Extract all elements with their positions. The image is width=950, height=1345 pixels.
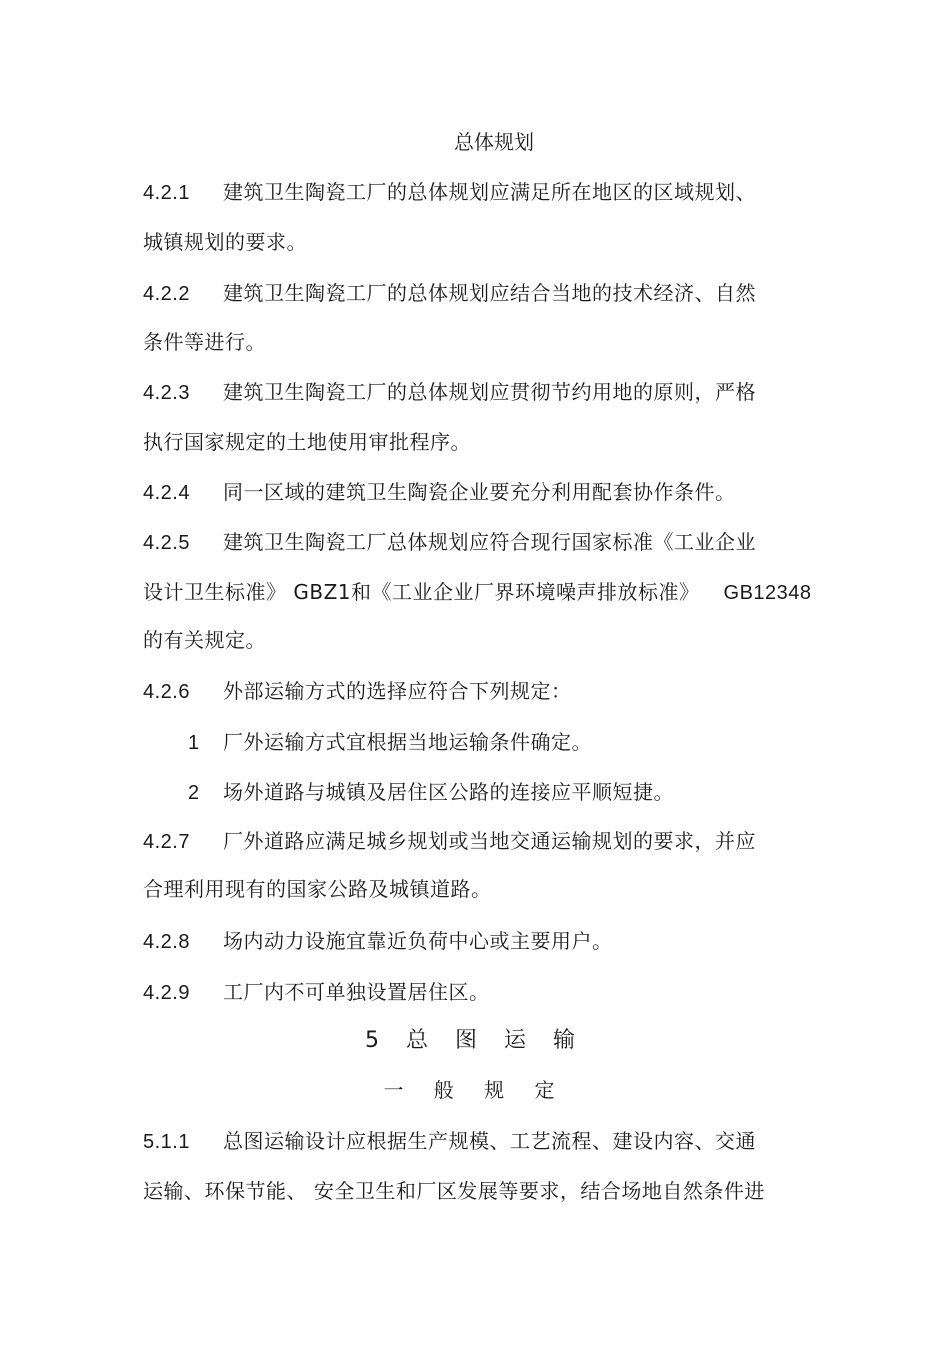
clause-number: 4.2.3 [143, 382, 190, 404]
clause-4-2-3-line1 [143, 379, 756, 406]
clause-4-2-2-line1 [143, 280, 756, 307]
clause-text: 工厂内不可单独设置居住区。 [223, 980, 490, 1004]
clause-4-2-3-line2: 执行国家规定的土地使用审批程序。 [143, 430, 471, 454]
clause-4-2-4-line1 [143, 479, 736, 506]
clause-text: 场内动力设施宜靠近负荷中心或主要用户。 [223, 929, 613, 953]
clause-4-2-6-item-1 [188, 729, 592, 756]
clause-4-2-7-line1 [143, 828, 756, 855]
clause-text: 同一区域的建筑卫生陶瓷企业要充分利用配套协作条件。 [223, 480, 736, 504]
clause-number: 4.2.1 [143, 182, 190, 204]
clause-text: 建筑卫生陶瓷工厂总体规划应符合现行国家标准《工业企业 [223, 530, 756, 554]
clause-number: 5.1.1 [143, 1131, 190, 1153]
clause-text: 外部运输方式的选择应符合下列规定： [223, 679, 572, 703]
clause-text: 建筑卫生陶瓷工厂的总体规划应结合当地的技术经济、自然 [223, 281, 756, 305]
clause-number: 4.2.9 [143, 982, 190, 1004]
clause-5-1-1-line1 [143, 1128, 756, 1155]
clause-4-2-5-line3: 的有关规定。 [143, 628, 266, 652]
clause-4-2-6-item-2 [188, 779, 674, 806]
section-title: 总体规划 [454, 130, 534, 154]
clause-4-2-7-line2: 合理利用现有的国家公路及城镇道路。 [143, 877, 492, 901]
item-text: 场外道路与城镇及居住区公路的连接应平顺短捷。 [223, 780, 674, 804]
clause-number: 4.2.5 [143, 532, 190, 554]
clause-4-2-2-line2: 条件等进行。 [143, 330, 266, 354]
item-number: 1 [188, 732, 200, 754]
clause-4-2-5-line1 [143, 529, 756, 556]
clause-text: 建筑卫生陶瓷工厂的总体规划应满足所在地区的区域规划、 [223, 180, 756, 204]
item-text: 厂外运输方式宜根据当地运输条件确定。 [223, 730, 592, 754]
subsection-title: 一 般 规 定 [383, 1078, 567, 1102]
chapter-title: 5 总 图 运 输 [365, 1028, 585, 1053]
clause-4-2-1-line1 [143, 179, 756, 206]
standard-code: GB12348 [723, 582, 812, 604]
clause-4-2-1-line2: 城镇规划的要求。 [143, 230, 307, 254]
clause-number: 4.2.6 [143, 681, 190, 703]
clause-number: 4.2.8 [143, 931, 190, 953]
clause-text: 建筑卫生陶瓷工厂的总体规划应贯彻节约用地的原则，严格 [223, 380, 756, 404]
clause-4-2-6-line1 [143, 678, 572, 705]
item-number: 2 [188, 782, 200, 804]
clause-4-2-5-line2 [143, 579, 812, 606]
clause-text: 总图运输设计应根据生产规模、工艺流程、建设内容、交通 [223, 1129, 756, 1153]
clause-4-2-8-line1 [143, 928, 613, 955]
clause-number: 4.2.4 [143, 482, 190, 504]
clause-text: 厂外道路应满足城乡规划或当地交通运输规划的要求，并应 [223, 829, 756, 853]
clause-number: 4.2.2 [143, 283, 190, 305]
clause-5-1-1-line2: 运输、环保节能、 安全卫生和厂区发展等要求，结合场地自然条件进 [143, 1179, 765, 1203]
clause-4-2-9-line1 [143, 979, 490, 1006]
clause-text: 设计卫生标准》 GBZ1和《工业企业厂界环境噪声排放标准》 [143, 580, 700, 604]
clause-number: 4.2.7 [143, 831, 190, 853]
